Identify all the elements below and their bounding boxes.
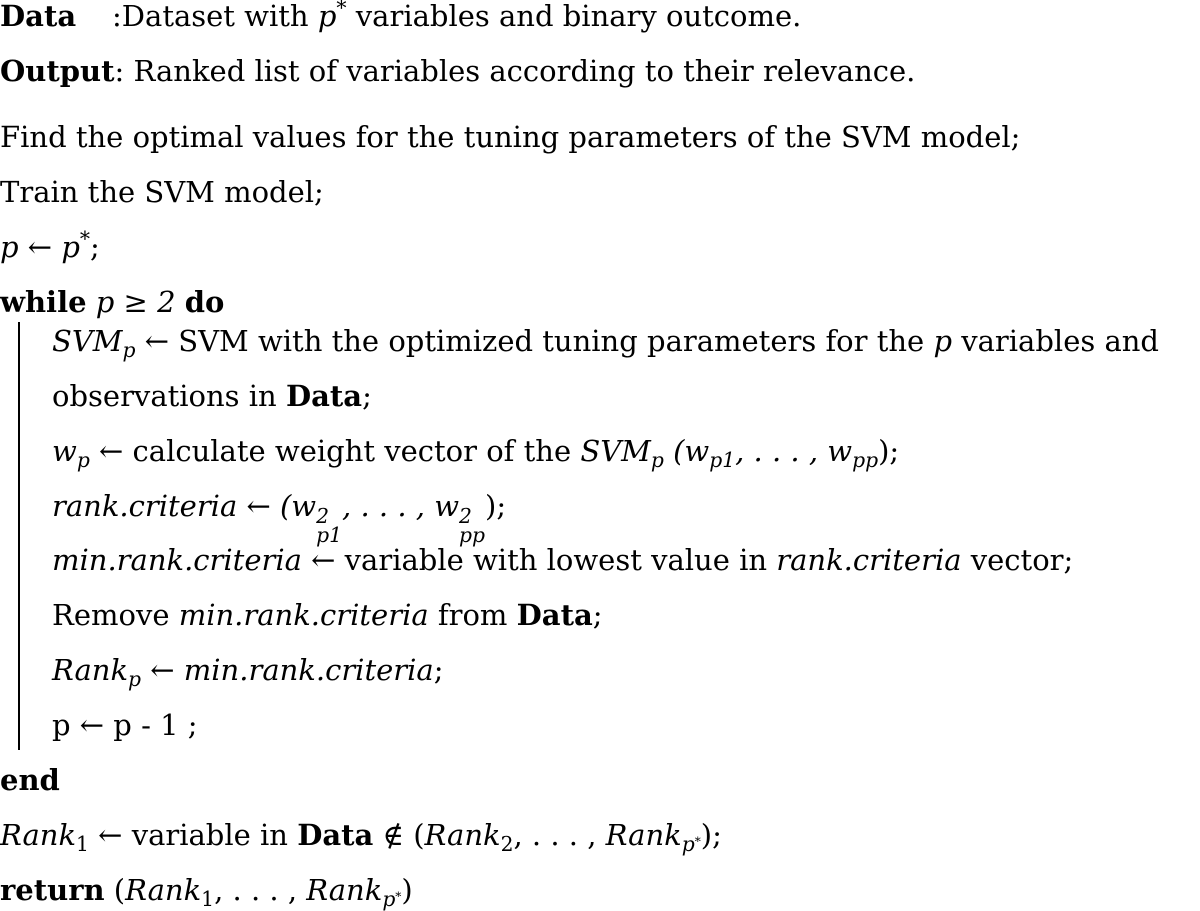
rank1-data: Data: [297, 818, 374, 852]
return-rp-star: *: [395, 889, 402, 904]
dec-text: p ← p - 1 ;: [52, 708, 198, 742]
rankp-semi: ;: [433, 653, 444, 687]
rankp-text: ←: [141, 653, 184, 687]
min-text: ← variable with lowest value in: [301, 543, 777, 577]
rank1-sub: 1: [76, 832, 89, 857]
return-r1-sub: 1: [201, 887, 215, 911]
rank-close: );: [485, 489, 507, 523]
rank1-mid: , . . . ,: [513, 818, 606, 852]
rank-sup2: 2: [459, 504, 472, 529]
while-keyword: while: [0, 285, 87, 319]
w-text: ← calculate weight vector of the: [89, 434, 581, 468]
rank1-rp-sub: [682, 832, 701, 856]
return-r1: Rank: [125, 873, 202, 907]
rank-text: ← (w: [237, 489, 317, 523]
rank-sub2: pp: [459, 523, 485, 548]
while-block-bar: [18, 322, 20, 750]
return-mid: , . . . ,: [214, 873, 307, 907]
remove-data: Data: [516, 598, 593, 632]
init-line: [0, 226, 100, 264]
rank1-text: ← variable in: [88, 818, 298, 852]
find-text: Find the optimal values for the tuning parameters of the SVM model;: [0, 120, 1021, 154]
w-tuple-open: (w: [663, 434, 710, 468]
remove-var: min.rank.criteria: [178, 598, 429, 632]
data-line: [0, 2, 801, 31]
min-var: min.rank.criteria: [52, 543, 302, 577]
output-text: : Ranked list of variables according to their relevance.: [114, 54, 916, 88]
rank-supsub-2: [459, 504, 485, 548]
w-sub: p: [76, 448, 90, 473]
do-keyword: do: [184, 285, 225, 319]
rankp-line: [52, 653, 444, 692]
rank-supsub-1: [316, 504, 343, 548]
output-label: Output: [0, 54, 115, 88]
init-star: *: [79, 226, 91, 251]
decrement-line: [52, 708, 198, 742]
rank1-line: [0, 818, 722, 857]
rank1-var: Rank: [0, 818, 77, 852]
obs-text: observations in: [52, 379, 286, 413]
svm-sub: p: [122, 338, 136, 363]
rank1-rp-sub-p: p: [681, 832, 695, 857]
init-pstar: p: [61, 230, 80, 264]
train-text: Train the SVM model;: [0, 175, 324, 209]
w-tuple-close: );: [878, 434, 900, 468]
obs-data: Data: [285, 379, 363, 413]
weight-line: [52, 434, 900, 473]
rankp-sub: p: [128, 667, 142, 692]
svm-text: ← SVM with the optimized tuning parameters for the: [135, 324, 934, 358]
while-line: [0, 285, 225, 319]
init-semi: ;: [90, 230, 100, 264]
rank1-r2-sub: 2: [500, 832, 514, 857]
end-line: [0, 763, 60, 797]
svm-var: SVM: [52, 324, 123, 358]
w-svm-sub: p: [650, 448, 664, 473]
rankp-var: Rank: [52, 653, 129, 687]
rank-criteria-line: [52, 489, 507, 548]
return-rp: Rank: [306, 873, 383, 907]
rank-sup1: 2: [316, 504, 330, 529]
rank1-r2: Rank: [424, 818, 501, 852]
rank1-close: );: [700, 818, 722, 852]
w-tuple-sub1: p1: [709, 448, 736, 473]
remove-semi: ;: [592, 598, 603, 632]
rank-var: rank.criteria: [52, 489, 238, 523]
train-line: [0, 175, 324, 209]
init-p: p: [0, 230, 19, 264]
svm-line: [52, 324, 1159, 363]
data-text-before: Dataset with: [121, 0, 318, 33]
remove-text2: from: [428, 598, 517, 632]
rank1-notin: ∉ (: [373, 818, 425, 852]
svm-text2: variables and: [952, 324, 1159, 358]
remove-text: Remove: [52, 598, 179, 632]
data-var: p: [317, 0, 337, 33]
init-arrow: ←: [27, 230, 53, 264]
min-rank-line: [52, 543, 1074, 577]
w-var: w: [52, 434, 77, 468]
return-close: ): [401, 873, 413, 907]
obs-line: [52, 379, 372, 413]
min-rank: rank.criteria: [776, 543, 962, 577]
w-svm: SVM: [580, 434, 651, 468]
return-keyword: return: [0, 873, 105, 907]
min-text2: vector;: [961, 543, 1074, 577]
rank1-rp: Rank: [605, 818, 682, 852]
svm-p: p: [933, 324, 953, 358]
obs-semi: ;: [362, 379, 372, 413]
data-star: *: [336, 0, 347, 20]
data-colon: :: [112, 0, 122, 33]
end-keyword: end: [0, 763, 60, 797]
rank1-rp-star: *: [694, 834, 701, 849]
output-line: [0, 54, 916, 88]
w-tuple-mid: , . . . , w: [735, 434, 853, 468]
data-text-after: variables and binary outcome.: [346, 0, 802, 33]
rankp-val: min.rank.criteria: [183, 653, 434, 687]
rank-sub1: p1: [316, 523, 343, 548]
return-open: (: [104, 873, 126, 907]
return-rp-sub: [382, 887, 401, 911]
return-rp-sub-p: p: [382, 887, 396, 911]
rank-mid: , . . . , w: [342, 489, 460, 523]
w-tuple-sub2: pp: [852, 448, 879, 473]
data-label: Data: [0, 0, 77, 33]
remove-line: [52, 598, 603, 632]
while-condition: p ≥ 2: [95, 285, 176, 319]
return-line: [0, 873, 413, 911]
find-line: [0, 120, 1021, 154]
